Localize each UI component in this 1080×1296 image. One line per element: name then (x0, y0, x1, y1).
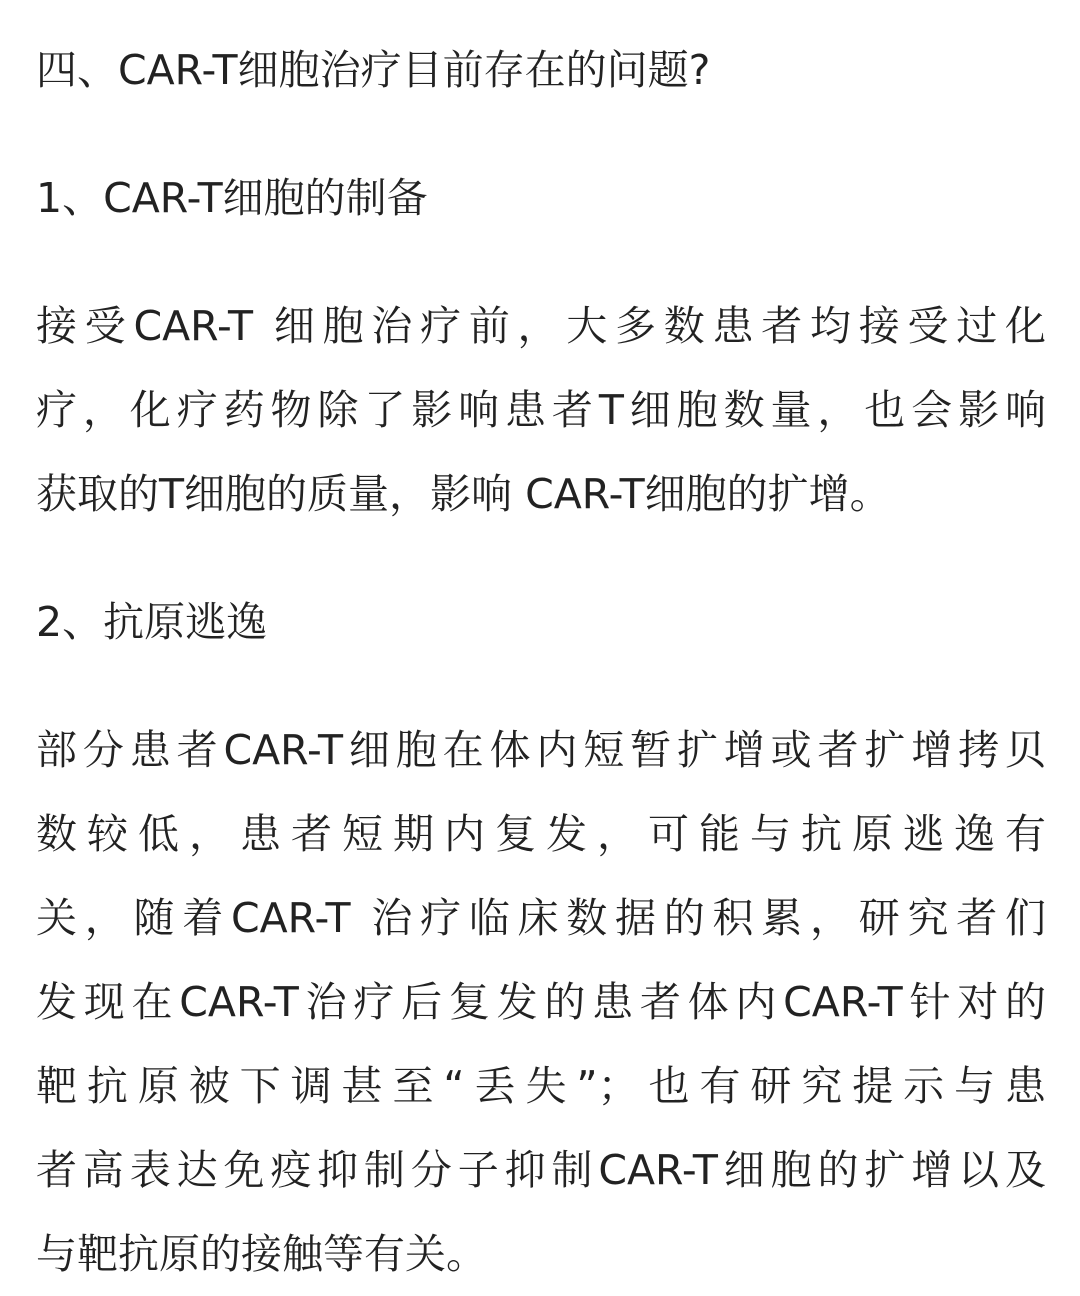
spacer (36, 536, 1046, 580)
subsection-2-paragraph (36, 708, 1046, 1296)
paragraph-line: 者高表达免疫抑制分子抑制CAR-T细胞的扩增以及 (36, 1146, 1046, 1194)
paragraph-line: 靶抗原被下调甚至“丢失”；也有研究提示与患 (36, 1062, 1046, 1110)
spacer (36, 664, 1046, 708)
subsection-1-paragraph (36, 284, 1046, 536)
paragraph-line: 获取的T细胞的质量，影响 CAR-T细胞的扩增。 (36, 470, 891, 518)
subsection-1-title: 1、CAR-T细胞的制备 (36, 174, 428, 222)
subsection-2-title: 2、抗原逃逸 (36, 598, 268, 646)
spacer (36, 240, 1046, 284)
paragraph-line: 与靶抗原的接触等有关。 (36, 1230, 487, 1278)
paragraph-line: 发现在CAR-T治疗后复发的患者体内CAR-T针对的 (36, 978, 1046, 1026)
paragraph-line: 数较低，患者短期内复发，可能与抗原逃逸有 (36, 810, 1046, 858)
paragraph-line: 接受CAR-T 细胞治疗前，大多数患者均接受过化 (36, 302, 1046, 350)
paragraph-line: 关，随着CAR-T 治疗临床数据的积累，研究者们 (36, 894, 1046, 942)
section-title: 四、CAR-T细胞治疗目前存在的问题? (36, 46, 711, 94)
paragraph-line: 疗，化疗药物除了影响患者T细胞数量，也会影响 (36, 386, 1046, 434)
spacer (36, 112, 1046, 156)
article-body (36, 28, 1046, 1296)
paragraph-line: 部分患者CAR-T细胞在体内短暂扩增或者扩增拷贝 (36, 726, 1046, 774)
